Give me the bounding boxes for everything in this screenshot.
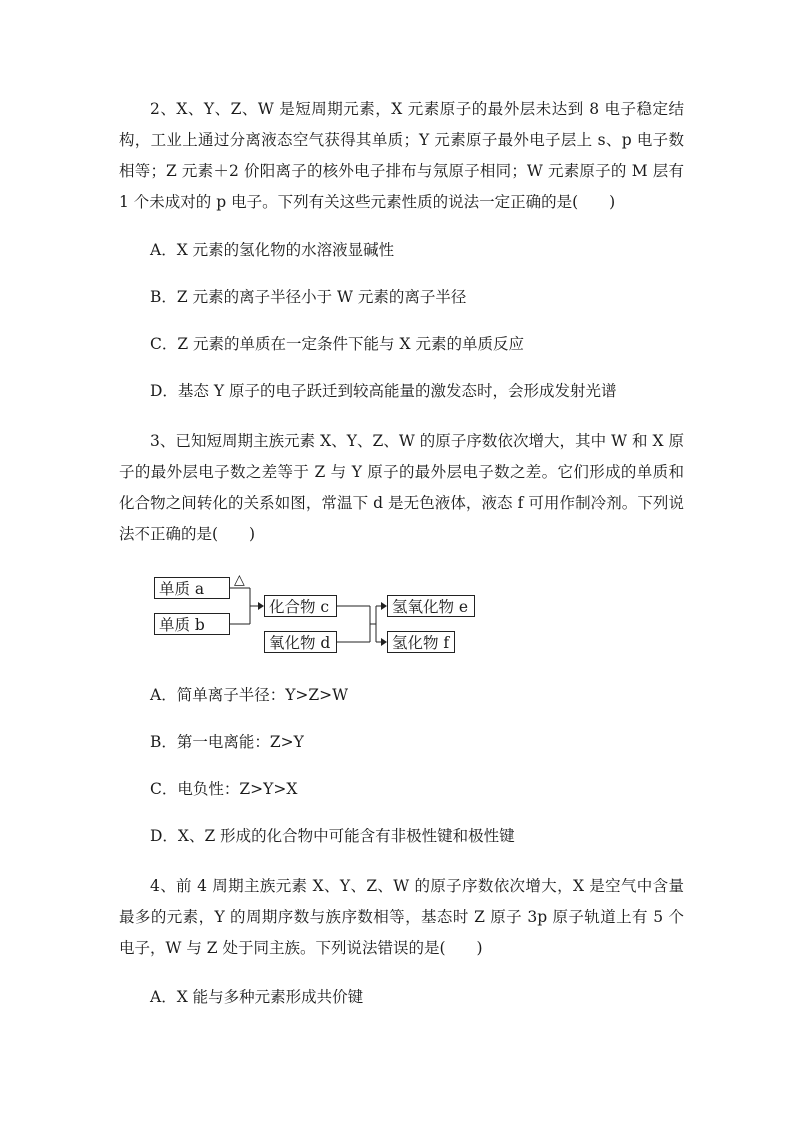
question-2-option-b: B．Z 元素的离子半径小于 W 元素的离子半径 — [150, 288, 467, 306]
box-single-b: 单质 b — [154, 613, 230, 635]
question-3-stem: 3、已知短周期主族元素 X、Y、Z、W 的原子序数依次增大，其中 W 和 X 原子的最外层电子数之差等于 Z 与 Y 原子的最外层电子数之差。它们形成的单质和化合物之间转化的关系如图，常温下 d 是无色液体，液态 f 可用作制冷剂。下列说法不正确的是( ) — [119, 432, 684, 543]
question-4-stem: 4、前 4 周期主族元素 X、Y、Z、W 的原子序数依次增大，X 是空气中含量最多的元素，Y 的周期序数与族序数相等，基态时 Z 原子 3p 原子轨道上有 5 个电子，W 与 Z 处于同主族。下列说法错误的是( ) — [119, 877, 684, 957]
heat-condition-icon: △ — [234, 572, 245, 588]
question-3-option-c: C．电负性：Z>Y>X — [150, 780, 298, 798]
box-oxide-d: 氧化物 d — [264, 631, 337, 653]
question-4-option-a: A．X 能与多种元素形成共价键 — [150, 988, 364, 1006]
box-single-a: 单质 a — [154, 577, 230, 599]
question-2-option-d: D．基态 Y 原子的电子跃迁到较高能量的激发态时，会形成发射光谱 — [150, 382, 617, 400]
box-compound-c: 化合物 c — [264, 595, 337, 617]
question-2-option-c: C．Z 元素的单质在一定条件下能与 X 元素的单质反应 — [150, 335, 524, 353]
question-3 — [119, 426, 684, 848]
question-2 — [119, 94, 684, 403]
box-hydride-f: 氢化物 f — [387, 631, 455, 653]
question-3-option-d: D．X、Z 形成的化合物中可能含有非极性键和极性键 — [150, 827, 515, 845]
transformation-diagram — [154, 572, 494, 652]
worksheet — [119, 94, 684, 1009]
question-2-stem: 2、X、Y、Z、W 是短周期元素，X 元素原子的最外层未达到 8 电子稳定结构，工业上通过分离液态空气获得其单质；Y 元素原子最外电子层上 s、p 电子数相等；Z 元素＋2 价阳离子的核外电子排布与氖原子相同；W 元素原子的 M 层有 1 个未成对的 p 电子。下列有关这些元素性质的说法一定正确的是( ) — [119, 100, 684, 211]
box-hydroxide-e: 氢氧化物 e — [387, 595, 475, 617]
question-3-option-a: A．简单离子半径：Y>Z>W — [150, 686, 349, 704]
question-3-option-b: B．第一电离能：Z>Y — [150, 733, 304, 751]
question-2-option-a: A．X 元素的氢化物的水溶液显碱性 — [150, 241, 395, 259]
question-4 — [119, 871, 684, 1009]
